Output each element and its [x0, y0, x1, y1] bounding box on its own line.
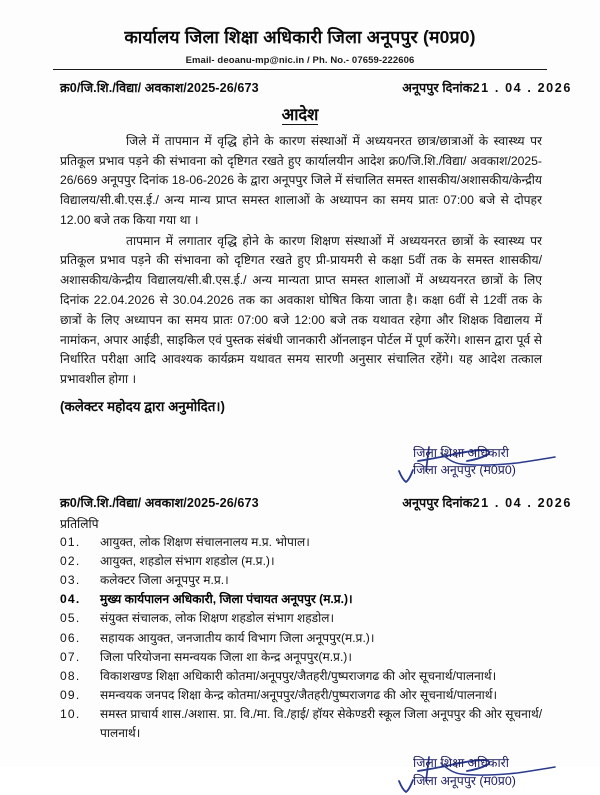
reference-row-bottom: [60, 494, 572, 511]
distribution-item-number: 05.: [60, 611, 81, 626]
contact-line: Email- deoanu-mp@nic.in / Ph. No.- 07659-222606: [185, 54, 415, 66]
distribution-item-number: 09.: [60, 687, 81, 702]
distribution-item: [60, 571, 572, 590]
distribution-item-number: 02.: [60, 554, 81, 569]
reference-place-label-top: अनूपपुर दिनांक: [402, 80, 473, 95]
distribution-item: [60, 629, 572, 648]
distribution-item-text: विकाशखण्ड शिक्षा अधिकारी कोतमा/अनूपपुर/जैतहरी/पुष्पराजगढ की ओर सूचनार्थ/पालनार्थ।: [100, 668, 497, 683]
distribution-item-number: 03.: [60, 573, 81, 588]
reference-date-top: [402, 79, 572, 96]
order-paragraph-1: जिले में तापमान में वृद्धि होने के कारण संस्थाओं में अध्ययनरत छात्र/छात्राओं के स्वास्थ्य पर प्रतिकूल प्रभाव पड़ने की संभावना को दृष्टिगत रखते हुए कार्यालयीन आदेश क्र0/जि.शि./विद्या/ अवकाश/2025-26/669 अनूपपुर दिनांक 18-06-2026 के द्वारा अनूपपुर जिले में संचालित समस्त शासकीय/अशासकीय/केन्द्रीय विद्यालय/सी.बी.एस.ई./ अन्य मान्य प्राप्त समस्त शालाओं के अध्यापन का समय प्रातः 07:00 बजे से दोपहर 12.00 बजे तक किया गया था ।: [60, 133, 542, 227]
distribution-item-text: जिला परियोजना समन्वयक जिला शा केन्द्र अनूपपुर(म.प्र.)।: [100, 649, 352, 664]
distribution-item-text: मुख्य कार्यपालन अधिकारी, जिला पंचायत अनूपपुर (म.प्र.)।: [100, 592, 353, 607]
distribution-item: [60, 667, 572, 686]
distribution-item-number: 04.: [60, 592, 81, 607]
reference-date-value-bottom: 21 . 04 . 2026: [472, 496, 572, 511]
approval-note: (कलेक्टर महोदय द्वारा अनुमोदित।): [60, 398, 225, 414]
distribution-item-text: सहायक आयुक्त, जनजातीय कार्य विभाग जिला अनूपपुर(म.प्र.)।: [100, 630, 375, 645]
reference-row-top: [60, 79, 572, 96]
distribution-item: [60, 533, 572, 552]
reference-date-bottom: [402, 494, 572, 511]
distribution-item-number: 06.: [60, 630, 81, 645]
order-title: आदेश: [281, 105, 319, 124]
distribution-item-number: 01.: [60, 535, 81, 550]
distribution-item: [60, 552, 572, 571]
distribution-item: [60, 686, 572, 705]
distribution-item-text: समस्त प्राचार्य शास./अशास. प्रा. वि./मा. वि./हाई/ हॉयर सेकेण्डरी स्कूल जिला अनूपपुर की ओर सूचनार्थ/ पालनार्थ।: [100, 706, 543, 740]
office-title: कार्यालय जिला शिक्षा अधिकारी जिला अनूपपुर (म0प्र0): [124, 27, 476, 47]
distribution-item: [60, 590, 572, 609]
signatory-designation-top: जिला शिक्षा अधिकारी: [413, 445, 509, 460]
distribution-item-text: आयुक्त, लोक शिक्षण संचालनालय म.प्र. भोपाल।: [100, 535, 310, 550]
order-title-wrap: [0, 102, 600, 125]
distribution-item-number: 08.: [60, 668, 81, 683]
distribution-item-text: कलेक्टर जिला अनूपपुर म.प्र.।: [100, 573, 229, 588]
reference-number-top: क्र0/जि.शि./विद्या/ अवकाश/2025-26/673: [60, 80, 259, 95]
distribution-item-text: आयुक्त, शहडोल संभाग शहडोल (म.प्र.)।: [100, 554, 275, 569]
distribution-item: [60, 648, 572, 667]
distribution-item-number: 10.: [60, 706, 81, 721]
distribution-item-number: 07.: [60, 649, 81, 664]
distribution-item: [60, 705, 572, 743]
distribution-list: [0, 533, 600, 743]
signature-block-top: [367, 445, 582, 480]
reference-date-value-top: 21 . 04 . 2026: [472, 80, 572, 95]
order-paragraph-2: तापमान में लगातार वृद्धि होने के कारण शिक्षण संस्थाओं में अध्ययनरत छात्रों के स्वास्थ्य पर प्रतिकूल प्रभाव पड़ने की संभावना को दृष्टिगत रखते हुए प्री-प्रायमरी से कक्षा 5वीं तक के समस्त शासकीय/अशासकीय/केन्द्रीय विद्यालय/सी.बी.एस.ई./ अन्य मान्यता प्राप्त समस्त शालाओं में अध्ययनरत छात्रों के लिए दिनांक 22.04.2026 से 30.04.2026 तक का अवकाश घोषित किया जाता है। कक्षा 6वीं से 12वीं तक के छात्रों के लिए अध्यापन का समय प्रातः 07:00 बजे 12:00 बजे तक यथावत रहेगा और शिक्षक विद्यालय में नामांकन, अपार आईडी, साइकिल एवं पुस्तक संबंधी जानकारी ऑनलाइन पोर्टल में पूर्ण करेंगे। शासन द्वारा पूर्व से निर्धारित परीक्षा आदि आवश्यक कार्यक्रम यथावत समय सारणी अनुसार संचालित रहेंगे। यह आदेश तत्काल प्रभावशील होगा ।: [60, 233, 542, 387]
signature-block-bottom: [367, 755, 582, 790]
header-rule: [53, 55, 547, 70]
distribution-item-text: संयुक्त संचालक, लोक शिक्षण शहडोल संभाग शहडोल।: [100, 611, 335, 626]
order-body: [60, 132, 542, 415]
document-header: [0, 0, 600, 70]
signatory-district-top: जिला अनूपपुर (म0प्र0): [413, 463, 516, 478]
distribution-section: [0, 515, 600, 743]
signatory-designation-bottom: जिला शिक्षा अधिकारी: [413, 756, 509, 771]
distribution-item-text: समन्वयक जनपद शिक्षा केन्द्र कोतमा/अनूपपुर/जैतहरी/पुष्पराजगढ की ओर सूचनार्थ/पालनार्थ।: [100, 687, 498, 702]
signatory-district-bottom: जिला अनूपपुर (म0प्र0): [413, 773, 516, 788]
distribution-item: [60, 609, 572, 628]
reference-place-label-bottom: अनूपपुर दिनांक: [402, 496, 473, 511]
distribution-heading: प्रतिलिपि: [60, 517, 99, 532]
reference-number-bottom: क्र0/जि.शि./विद्या/ अवकाश/2025-26/673: [60, 496, 259, 511]
